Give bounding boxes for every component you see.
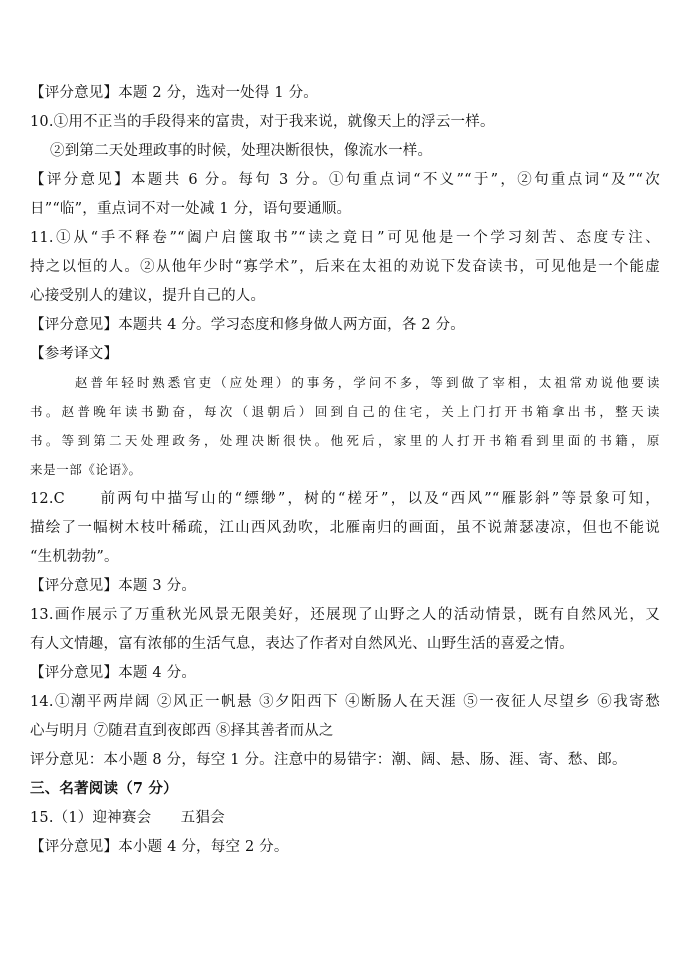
scoring-note-12: 【评分意见】本题 3 分。 <box>30 578 197 594</box>
answer-13-line-1: 13.画作展示了万重秋光风景无限美好，还展现了山野之人的活动情景，既有自然风光，又 <box>30 607 660 623</box>
answer-13-line-2: 有人文情趣，富有浓郁的生活气息，表达了作者对自然风光、山野生活的喜爱之情。 <box>30 636 574 652</box>
answer-15-line-1: 15.（1）迎神赛会 五猖会 <box>30 810 225 826</box>
answer-11-line-2: 持之以恒的人。②从他年少时“寡学术”，后来在太祖的劝说下发奋读书，可见他是一个能虚 <box>30 259 660 275</box>
translation-line-4: 来是一部《论语》。 <box>30 462 142 477</box>
translation-line-1: 赵普年轻时熟悉官吏（应处理）的事务，学问不多，等到做了宰相，太祖常劝说他要读 <box>75 375 660 390</box>
answer-12-line-1: 12.C 前两句中描写山的“缥缈”，树的“槎牙”，以及“西风”“雁影斜”等景象可知， <box>30 491 660 507</box>
scoring-note-13: 【评分意见】本题 4 分。 <box>30 665 197 681</box>
translation-line-3: 书。等到第二天处理政务，处理决断很快。他死后，家里的人打开书箱看到里面的书籍，原 <box>30 433 660 448</box>
answer-14-line-1: 14.①潮平两岸阔 ②风正一帆悬 ③夕阳西下 ④断肠人在天涯 ⑤一夜征人尽望乡 ⑥我寄愁 <box>30 694 660 710</box>
scoring-note-14: 评分意见：本小题 8 分，每空 1 分。注意中的易错字：潮、阔、悬、肠、涯、寄、愁、郎。 <box>30 752 627 768</box>
text-line: 【评分意见】本题 2 分，选对一处得 1 分。 <box>30 85 318 101</box>
reference-translation-heading: 【参考译文】 <box>30 346 119 362</box>
answer-14-line-2: 心与明月 ⑦随君直到夜郎西 ⑧择其善者而从之 <box>30 723 334 739</box>
section-heading-classics-reading: 三、名著阅读（7 分） <box>30 780 178 797</box>
translation-line-2: 书。赵普晚年读书勤奋，每次（退朝后）回到自己的住宅，关上门打开书箱拿出书，整天读 <box>30 404 660 419</box>
answer-10-line-2: ②到第二天处理政事的时候，处理决断很快，像流水一样。 <box>50 143 433 159</box>
scoring-note-10-line-1: 【评分意见】本题共 6 分。每句 3 分。①句重点词“不义”“于”，②句重点词“及”“次 <box>30 172 660 188</box>
answer-12-line-3: “生机勃勃”。 <box>30 549 119 565</box>
scoring-note-15: 【评分意见】本小题 4 分，每空 2 分。 <box>30 839 289 855</box>
answer-11-line-1: 11.①从“手不释卷”“阖户启箧取书”“读之竟日”可见他是一个学习刻苦、态度专注、 <box>30 230 660 246</box>
scoring-note-11: 【评分意见】本题共 4 分。学习态度和修身做人两方面，各 2 分。 <box>30 317 465 333</box>
scoring-note-10-line-2: 日”“临”，重点词不对一处减 1 分，语句要通顺。 <box>30 201 352 217</box>
answer-12-line-2: 描绘了一幅树木枝叶稀疏，江山西风劲吹，北雁南归的画面，虽不说萧瑟凄凉，但也不能说 <box>30 520 660 536</box>
answer-10-line-1: 10.①用不正当的手段得来的富贵，对于我来说，就像天上的浮云一样。 <box>30 114 495 130</box>
answer-11-line-3: 心接受别人的建议，提升自己的人。 <box>30 288 266 304</box>
